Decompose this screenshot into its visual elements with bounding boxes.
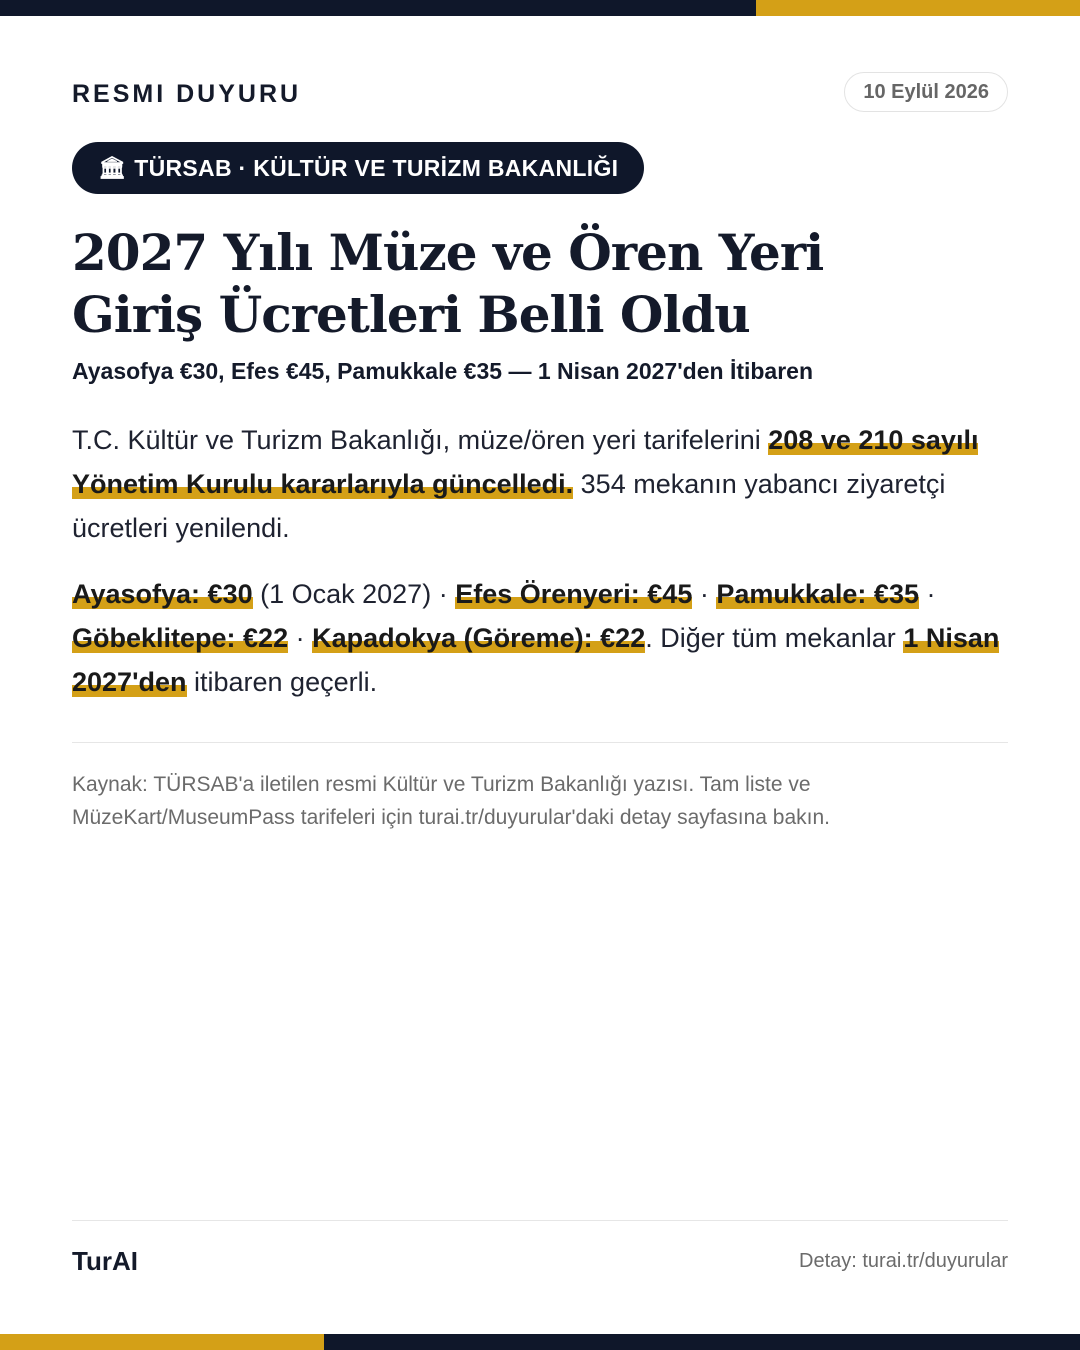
prices-end-text: itibaren geçerli. [186, 667, 378, 697]
title-line-2: Giriş Ücretleri Belli Oldu [72, 285, 750, 344]
page-title [72, 222, 972, 346]
price-efes: Efes Örenyeri: €45 [455, 579, 693, 609]
paragraph-intro [72, 418, 1008, 550]
intro-text-end: 354 mekanın yabancı ziyaretçi ücretleri yenilendi. [72, 469, 946, 543]
footer-divider [72, 1220, 1008, 1221]
ayasofya-note: (1 Ocak 2027) · [252, 579, 456, 609]
separator: · [692, 579, 717, 609]
bottom-accent-bar [0, 1334, 1080, 1350]
prices-mid-text: . Diğer tüm mekanlar [645, 623, 904, 653]
price-gobeklitepe: Göbeklitepe: €22 [72, 623, 289, 653]
paragraph-prices [72, 572, 1008, 704]
bottom-bar-navy-segment [324, 1334, 1080, 1350]
price-pamukkale: Pamukkale: €35 [716, 579, 919, 609]
divider [72, 742, 1008, 743]
brand-logo-text: TurAI [72, 1246, 138, 1276]
top-accent-bar [0, 0, 1080, 16]
intro-text: T.C. Kültür ve Turizm Bakanlığı, müze/ören yeri tarifelerini [72, 425, 769, 455]
museum-building-icon: 🏛 [98, 155, 127, 180]
kicker-label: RESMI DUYURU [72, 80, 302, 108]
separator: · [918, 579, 936, 609]
effective-date-highlight: 1 Nisan 2027'den [72, 623, 1000, 697]
article-body [72, 418, 1008, 726]
title-line-1: 2027 Yılı Müze ve Ören Yeri [72, 223, 824, 282]
separator: · [288, 623, 313, 653]
source-tag [72, 142, 644, 194]
top-bar-gold-segment [756, 0, 1080, 16]
top-bar-navy-segment [0, 0, 756, 16]
price-kapadokya: Kapadokya (Göreme): €22 [312, 623, 646, 653]
source-tag-label: TÜRSAB · KÜLTÜR VE TURİZM BAKANLIĞI [134, 154, 619, 181]
source-note: Kaynak: TÜRSAB'a iletilen resmi Kültür ve Turizm Bakanlığı yazısı. Tam liste ve MüzeKart/MuseumPass tarifeleri için turai.tr/duyurular'daki detay sayfasına bakın. [72, 773, 831, 829]
detail-link[interactable]: Detay: turai.tr/duyurular [799, 1250, 1008, 1272]
price-ayasofya: Ayasofya: €30 [72, 579, 253, 609]
highlight-decision: 208 ve 210 sayılı Yönetim Kurulu kararlarıyla güncelledi. [72, 425, 979, 499]
bottom-bar-gold-segment [0, 1334, 324, 1350]
subtitle: Ayasofya €30, Efes €45, Pamukkale €35 — 1 Nisan 2027'den İtibaren [72, 358, 814, 384]
date-badge: 10 Eylül 2026 [844, 72, 1008, 112]
